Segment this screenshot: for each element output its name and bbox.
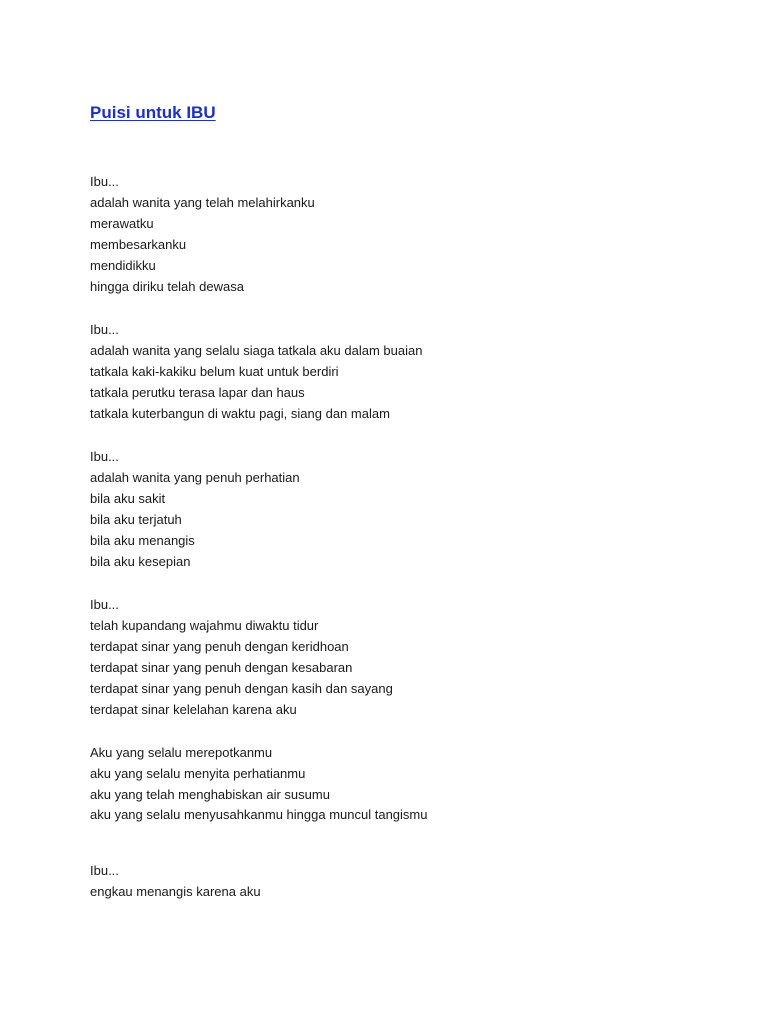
poem-title: Puisi untuk IBU [90, 103, 216, 122]
poem-line: Ibu... [90, 174, 119, 189]
poem-line: Aku yang selalu merepotkanmu [90, 745, 273, 760]
poem-line: bila aku terjatuh [90, 512, 182, 527]
poem-line: aku yang telah menghabiskan air susumu [90, 787, 330, 802]
poem-line: adalah wanita yang selalu siaga tatkala aku dalam buaian [90, 343, 423, 358]
poem-line: terdapat sinar kelelahan karena aku [90, 702, 297, 717]
poem-line: bila aku sakit [90, 491, 166, 506]
poem-line: terdapat sinar yang penuh dengan keridhoan [90, 639, 349, 654]
poem-line: aku yang selalu menyusahkanmu hingga muncul tangismu [90, 807, 428, 822]
poem-line: bila aku kesepian [90, 554, 191, 569]
poem-line: engkau menangis karena aku [90, 884, 261, 899]
poem-line: Ibu... [90, 322, 119, 337]
poem-line: tatkala perutku terasa lapar dan haus [90, 385, 305, 400]
poem-line: terdapat sinar yang penuh dengan kasih dan sayang [90, 681, 393, 696]
poem-line: merawatku [90, 216, 154, 231]
poem-line: membesarkanku [90, 237, 187, 252]
poem-line: mendidikku [90, 258, 156, 273]
poem-line: adalah wanita yang penuh perhatian [90, 470, 300, 485]
poem-line: tatkala kuterbangun di waktu pagi, siang dan malam [90, 406, 390, 421]
poem-line: aku yang selalu menyita perhatianmu [90, 766, 306, 781]
poem-line: Ibu... [90, 597, 119, 612]
poem-line: telah kupandang wajahmu diwaktu tidur [90, 618, 319, 633]
poem-line: Ibu... [90, 863, 119, 878]
poem-line: tatkala kaki-kakiku belum kuat untuk berdiri [90, 364, 339, 379]
poem-line: Ibu... [90, 449, 119, 464]
poem-line: hingga diriku telah dewasa [90, 279, 244, 294]
poem-line: terdapat sinar yang penuh dengan kesabaran [90, 660, 353, 675]
poem-line: adalah wanita yang telah melahirkanku [90, 195, 315, 210]
poem-line: bila aku menangis [90, 533, 195, 548]
